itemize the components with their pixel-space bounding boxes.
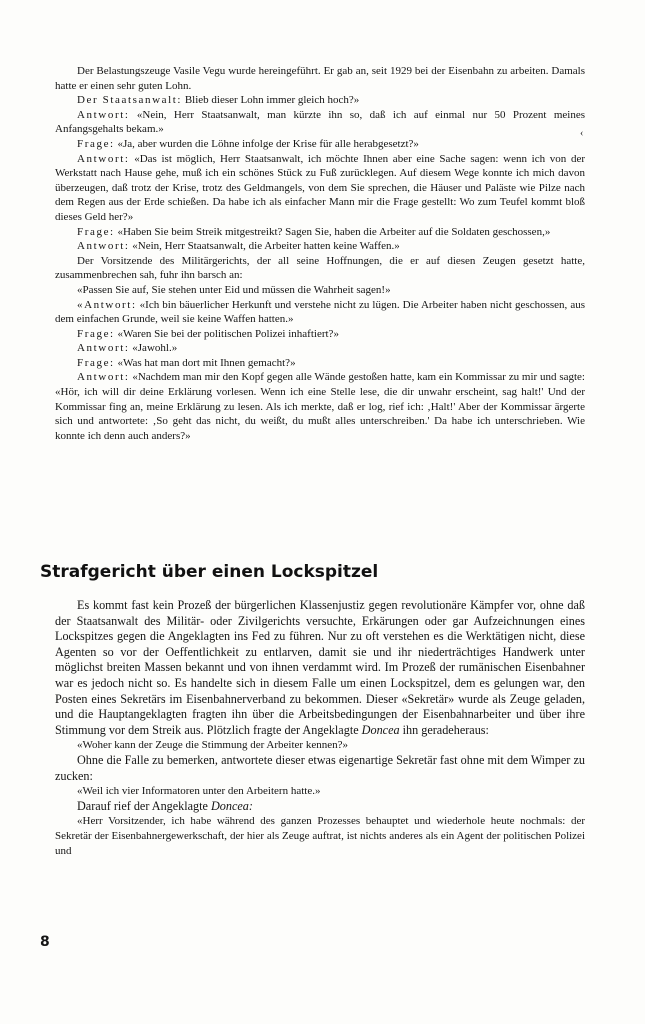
paragraph-text: «Woher kann der Zeuge die Stimmung der Arbeiter kennen?» <box>77 739 348 752</box>
speaker-label: «Antwort: <box>77 298 137 311</box>
speaker-label: Frage: <box>77 327 115 340</box>
paragraph-text: «Haben Sie beim Streik mitgestreikt? Sagen Sie, haben die Arbeiter auf die Soldaten geschossen,» <box>114 225 551 238</box>
speaker-label: Frage: <box>77 356 115 369</box>
quote-paragraph <box>55 814 585 858</box>
paragraph <box>55 239 585 254</box>
margin-mark: ‹ <box>580 128 584 139</box>
speaker-label: Antwort: <box>77 108 130 121</box>
paragraph-text: Darauf rief der Angeklagte <box>77 798 211 813</box>
paragraph-text: «Ich bin bäuerlicher Herkunft und verstehe nicht zu lügen. Die Arbeiter haben nicht geschossen, aus dem einfachen Grunde, weil sie keine Waffen hatten.» <box>55 298 585 326</box>
speaker-label: Antwort: <box>77 371 130 384</box>
trial-transcript <box>55 64 585 443</box>
paragraph <box>55 283 585 298</box>
quote-paragraph <box>55 784 585 799</box>
paragraph-text: «Weil ich vier Informatoren unter den Arbeitern hatte.» <box>77 785 321 798</box>
paragraph <box>55 64 585 93</box>
paragraph-text: «Das ist möglich, Herr Staatsanwalt, ich möchte Ihnen aber eine Sache sagen: wenn ich von der Werkstatt nach Hause gehe, muß ich ein schönes Stück zu Fuß zurücklegen. Auf diesem Wege konnte ich mich davon überzeugen, daß trotz der Krise, trotz des Geldmangels, von dem Sie sprechen, die Häuser und Paläste wie Pilze nach dem Regen aus der Erde schießen. Da habe ich als einfacher Mann mir die Frage gestellt: Wo zum Teufel kommt bloß dieses Geld her?» <box>55 152 585 223</box>
paragraph <box>55 598 585 738</box>
paragraph-text: «Nein, Herr Staatsanwalt, man kürzte ihn so, daß ich auf einmal nur 50 Prozent meines Anfangsgehalts bekam.» <box>55 108 585 136</box>
speaker-label: Frage: <box>77 137 115 150</box>
speaker-label: Antwort: <box>77 240 130 253</box>
speaker-label: Antwort: <box>77 342 130 355</box>
paragraph-text: Der Vorsitzende des Militärgerichts, der all seine Hoffnungen, die er auf diesen Zeugen gesetzt hatte, zusammenbrechen sah, fuhr ihn barsch an: <box>55 254 585 282</box>
quote-paragraph <box>55 738 585 753</box>
paragraph <box>55 137 585 152</box>
paragraph <box>55 370 585 443</box>
paragraph <box>55 327 585 342</box>
speaker-label: Antwort: <box>77 152 130 165</box>
page-number: 8 <box>40 934 50 950</box>
paragraph <box>55 753 585 784</box>
paragraph-text: Ohne die Falle zu bemerken, antwortete dieser etwas eigenartige Sekretär fast ohne mit dem Wimper zu zucken: <box>55 752 585 783</box>
paragraph-text: «Waren Sie bei der politischen Polizei inhaftiert?» <box>114 327 339 340</box>
speaker-label: Frage: <box>77 225 115 238</box>
paragraph <box>55 341 585 356</box>
paragraph-text: «Ja, aber wurden die Löhne infolge der Krise für alle herabgesetzt?» <box>114 137 419 150</box>
paragraph <box>55 799 585 815</box>
paragraph-text: «Nein, Herr Staatsanwalt, die Arbeiter hatten keine Waffen.» <box>129 240 400 253</box>
paragraph-text: «Herr Vorsitzender, ich habe während des ganzen Prozesses behauptet und wiederhole heute nochmals: der Sekretär der Eisenbahnergewerkschaft, der hier als Zeuge auftrat, ist nichts anderes als ein Agent der politischen Polizei und <box>55 815 585 857</box>
paragraph-text: «Nachdem man mir den Kopf gegen alle Wände gestoßen hatte, kam ein Kommissar zu mir und sagte: «Hör, ich will dir deine Erklärung vorlesen. Wenn ich eine Stelle lese, die dir unwahr erscheint, sag halt!' Und der Kommissar fing an, meine Erklärung zu lesen. Als ich merkte, daß er log, rief ich: ‚Halt!' Aber der Kommissar ärgerte sich und antwortete: ‚So geht das nicht, du weißt, du mußt alles unterschreiben.' Da habe ich unterschrieben. Wie konnte ich denn auch anders?» <box>55 371 585 442</box>
paragraph-text: «Was hat man dort mit Ihnen gemacht?» <box>114 356 296 369</box>
paragraph <box>55 298 585 327</box>
paragraph <box>55 225 585 240</box>
speaker-label: Der Staatsanwalt: <box>77 94 183 107</box>
paragraph-text: Der Belastungszeuge Vasile Vegu wurde hereingeführt. Er gab an, seit 1929 bei der Eisenbahn zu arbeiten. Damals hatte er einen sehr guten Lohn. <box>55 65 585 92</box>
paragraph <box>55 93 585 108</box>
defendant-name: Doncea: <box>211 798 253 813</box>
paragraph <box>55 152 585 225</box>
section-body <box>55 598 585 858</box>
paragraph <box>55 356 585 371</box>
defendant-name: Doncea <box>361 722 400 737</box>
paragraph-text: Es kommt fast kein Prozeß der bürgerlichen Klassenjustiz gegen revolutionäre Kämpfer vor, ohne daß der Staatsanwalt des Militär- oder Zivilgerichts versuchte, Erkärungen oder gar Aufzeichnungen eines Lockspitzes gegen die Angeklagten ins Fed zu führen. Nur zu oft verstehen es die Werktätigen nicht, diese Agenten so vor der Oeffentlichkeit zu entlarven, damit sie und ihr niederträchtiges Handwerk unter möglichst breiten Massen bekannt und von ihnen verdammt wird. Im Prozeß der rumänischen Eisenbahner war es jedoch nicht so. Es handelte sich in diesem Falle um einen Lockspitzel, dem es gelungen war, den Posten eines Sekretärs im Eisenbahnerverband zu bekommen. Dieser «Sekretär» wurde als Zeuge geladen, und die Hauptangeklagten fragten ihn über die Arbeitsbedingungen der Eisenbahnarbeiter und über ihre Stimmung vor dem Streik aus. Plötzlich fragte der Angeklagte <box>55 598 585 737</box>
paragraph-text: ihn geradeheraus: <box>399 722 489 737</box>
paragraph-text: «Passen Sie auf, Sie stehen unter Eid und müssen die Wahrheit sagen!» <box>77 283 391 296</box>
paragraph <box>55 108 585 137</box>
paragraph-text: Blieb dieser Lohn immer gleich hoch?» <box>182 94 360 107</box>
paragraph-text: «Jawohl.» <box>129 342 178 355</box>
section-heading: Strafgericht über einen Lockspitzel <box>40 562 379 582</box>
paragraph <box>55 254 585 283</box>
